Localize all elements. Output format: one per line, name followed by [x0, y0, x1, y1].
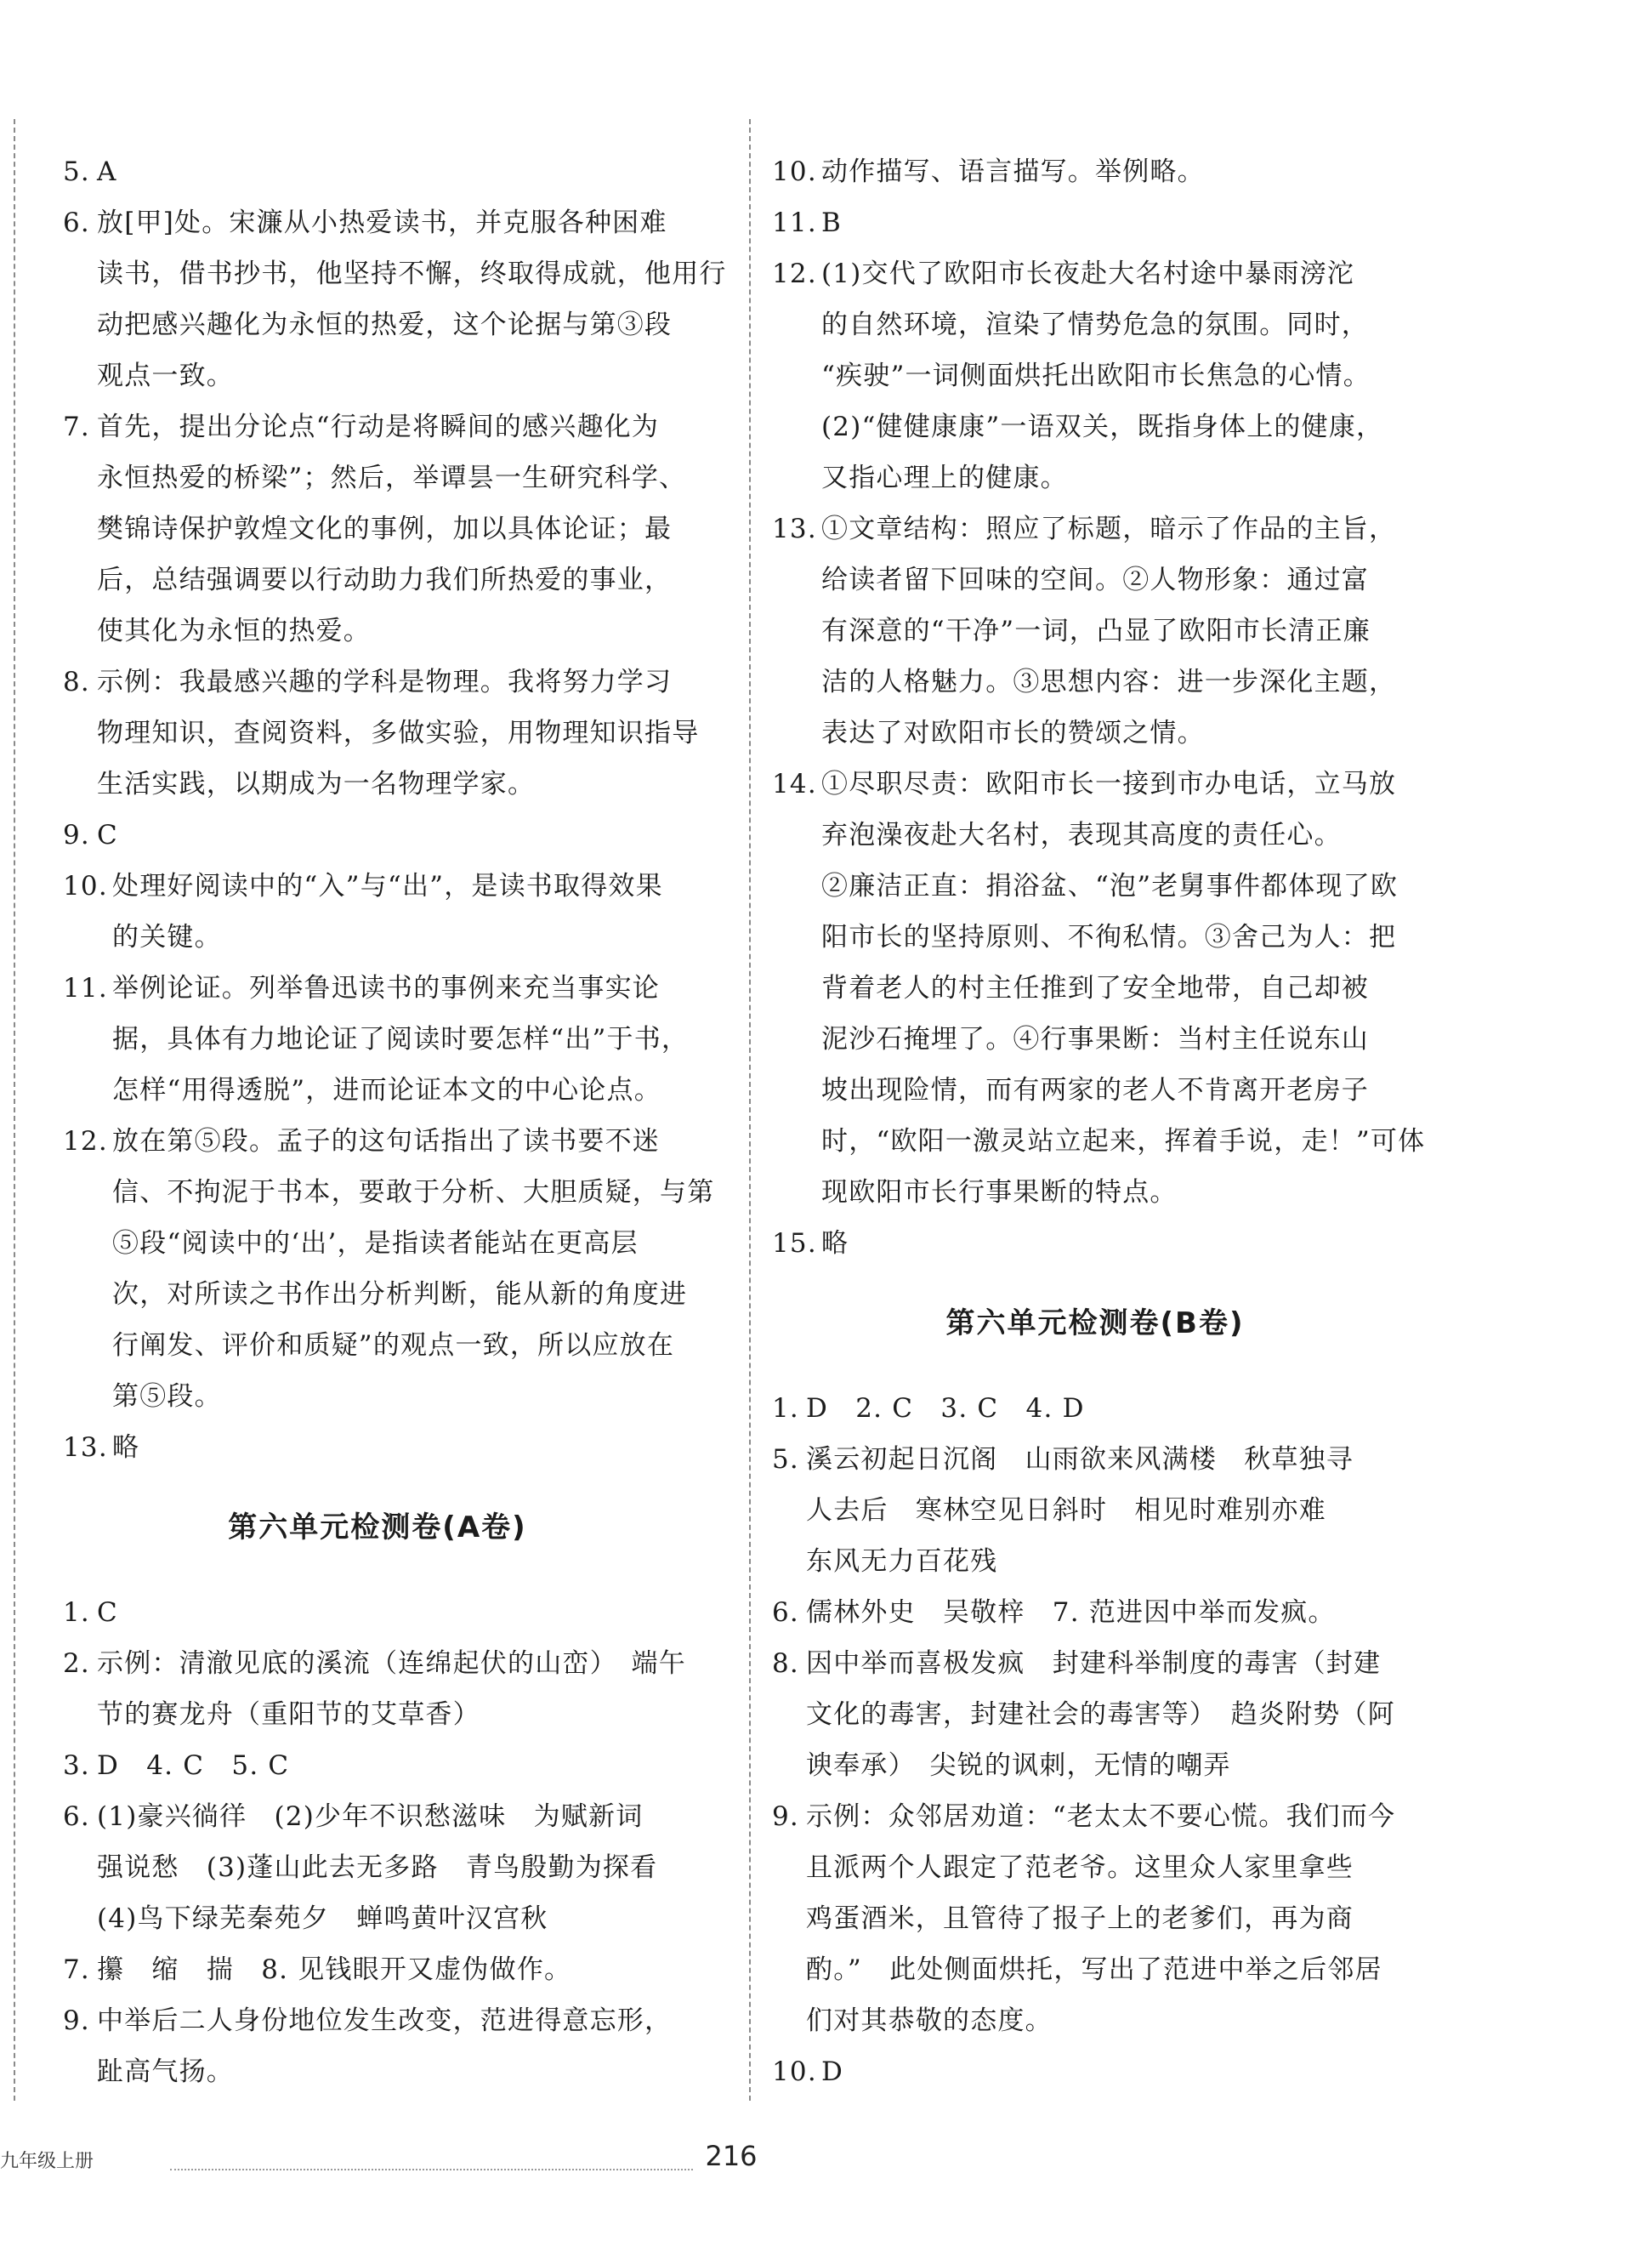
- answer-number: 6.: [63, 1801, 90, 1832]
- answer-line: 永恒热爱的桥梁”；然后，举谭昙一生研究科学、: [97, 463, 687, 493]
- answer-number: 12.: [63, 1126, 108, 1157]
- answer-line: 强说愁 (3)蓬山此去无多路 青鸟殷勤为探看: [97, 1852, 658, 1883]
- answer-line: C: [97, 820, 118, 850]
- answer-item: [772, 1434, 1418, 1587]
- answer-line: 次，对所读之书作出分析判断，能从新的角度进: [112, 1279, 688, 1310]
- answer-text: [97, 1791, 692, 1944]
- answer-item: [772, 1218, 1418, 1269]
- answer-text: [112, 861, 692, 963]
- answer-item: [772, 1383, 1418, 1434]
- answer-line: (1)豪兴徜徉 (2)少年不识愁滋味 为赋新词: [97, 1801, 644, 1832]
- answer-item: [63, 1638, 692, 1740]
- answer-line: 使其化为永恒的热爱。: [97, 616, 371, 646]
- answer-line: 坡出现险情，而有两家的老人不肯离开老房子: [821, 1075, 1369, 1106]
- answer-line: 东风无力百花残: [806, 1546, 998, 1577]
- answer-line: 儒林外史 吴敬梓 7. 范进因中举而发疯。: [806, 1597, 1336, 1628]
- answer-line: B: [821, 208, 842, 238]
- answer-line: 且派两个人跟定了范老爷。这里众人家里拿些: [806, 1852, 1354, 1883]
- answer-number: 12.: [772, 259, 817, 289]
- answer-number: 13.: [772, 514, 817, 544]
- answer-line: 有深意的“干净”一词，凸显了欧阳市长清正廉: [821, 616, 1371, 646]
- answer-item: [63, 810, 692, 861]
- answer-line: 略: [821, 1228, 849, 1259]
- left-column: [63, 146, 727, 2097]
- answer-line: 据，具体有力地论证了阅读时要怎样“出”于书，: [112, 1024, 690, 1055]
- answer-item: [63, 963, 692, 1116]
- answer-number: 1.: [772, 1393, 799, 1424]
- answer-item: [772, 759, 1426, 1218]
- answer-number: 8.: [63, 667, 90, 697]
- answer-item: [772, 1587, 1418, 1638]
- answer-item: [772, 146, 1418, 197]
- section-title-a: 第六单元检测卷(A卷): [228, 1510, 527, 1544]
- answer-item: [772, 197, 1418, 248]
- answer-line: (4)鸟下绿芜秦苑夕 蝉鸣黄叶汉宫秋: [97, 1903, 548, 1934]
- answer-number: 5.: [772, 1444, 799, 1475]
- answer-item: [63, 1422, 692, 1473]
- answer-text: [821, 2046, 1418, 2097]
- answer-line: D: [821, 2056, 844, 2087]
- answer-number: 14.: [772, 769, 817, 799]
- answer-line: ①尽职尽责：欧阳市长一接到市办电话，立马放: [821, 769, 1397, 799]
- answer-line: 酌。” 此处侧面烘托，写出了范进中举之后邻居: [806, 1954, 1382, 1985]
- answer-item: [63, 1944, 692, 1995]
- answer-line: 洁的人格魅力。③思想内容：进一步深化主题，: [821, 667, 1397, 697]
- answer-line: “疾驶”一词侧面烘托出欧阳市长焦急的心情。: [821, 361, 1371, 391]
- answer-line: 现欧阳市长行事果断的特点。: [821, 1177, 1178, 1208]
- answer-line: 攥 缩 揣 8. 见钱眼开又虚伪做作。: [97, 1954, 572, 1985]
- answer-line: 们对其恭敬的态度。: [806, 2005, 1053, 2036]
- answer-line: 后，总结强调要以行动助力我们所热爱的事业，: [97, 565, 673, 595]
- answer-text: [821, 197, 1418, 248]
- answer-line: 生活实践，以期成为一名物理学家。: [97, 769, 536, 799]
- answer-item: [63, 1116, 715, 1422]
- answer-line: ②廉洁正直：捐浴盆、“泡”老舅事件都体现了欧: [821, 871, 1399, 902]
- answer-number: 10.: [63, 871, 108, 902]
- answer-line: 弃泡澡夜赴大名村，表现其高度的责任心。: [821, 820, 1342, 850]
- answer-number: 6.: [63, 208, 90, 238]
- answer-text: [97, 146, 692, 197]
- answer-number: 9.: [772, 1801, 799, 1832]
- answer-line: 放[甲]处。宋濂从小热爱读书，并克服各种困难: [97, 208, 667, 238]
- right-column: [772, 146, 1426, 2097]
- answer-line: 人去后 寒林空见日斜时 相见时难别亦难: [806, 1495, 1326, 1526]
- answer-line: 举例论证。列举鲁迅读书的事例来充当事实论: [112, 973, 660, 1004]
- answer-line: 的自然环境，渲染了情势危急的氛围。同时，: [821, 310, 1369, 340]
- answer-item: [63, 197, 727, 401]
- answer-text: [821, 1218, 1418, 1269]
- answer-text: [97, 1587, 692, 1638]
- answer-line: (2)“健健康康”一语双关，既指身体上的健康，: [821, 412, 1384, 442]
- answer-line: 樊锦诗保护敦煌文化的事例，加以具体论证；最: [97, 514, 673, 544]
- answer-number: 11.: [772, 208, 817, 238]
- answer-line: 首先，提出分论点“行动是将瞬间的感兴趣化为: [97, 412, 660, 442]
- answer-item: [63, 1740, 692, 1791]
- answer-line: 动作描写、语言描写。举例略。: [821, 156, 1205, 187]
- answer-number: 11.: [63, 973, 108, 1004]
- answer-line: 中举后二人身份地位发生改变，范进得意忘形，: [97, 2005, 673, 2036]
- answer-line: 的关键。: [112, 922, 222, 953]
- page-number: 216: [705, 2140, 758, 2172]
- answer-number: 9.: [63, 820, 90, 850]
- right-answers-block: [772, 146, 1426, 1269]
- answer-line: 又指心理上的健康。: [821, 463, 1068, 493]
- answer-line: ⑤段“阅读中的‘出’，是指读者能站在更高层: [112, 1228, 639, 1259]
- answer-number: 7.: [63, 412, 90, 442]
- answer-text: [97, 1995, 692, 2097]
- answer-text: [806, 1791, 1418, 2046]
- answer-item: [772, 503, 1418, 759]
- answer-line: 背着老人的村主任推到了安全地带，自己却被: [821, 973, 1369, 1004]
- answer-line: 行阐发、评价和质疑”的观点一致，所以应放在: [112, 1330, 675, 1361]
- answer-number: 1.: [63, 1597, 90, 1628]
- answer-line: 文化的毒害，封建社会的毒害等） 趋炎附势（阿: [806, 1699, 1395, 1730]
- answer-item: [772, 1791, 1418, 2046]
- answer-item: [772, 2046, 1418, 2097]
- answer-line: A: [97, 156, 117, 187]
- answer-text: [821, 503, 1418, 759]
- answer-line: 因中举而喜极发疯 封建科举制度的毒害（封建: [806, 1648, 1382, 1679]
- section-title-b: 第六单元检测卷(B卷): [945, 1306, 1245, 1340]
- answer-text: [97, 1638, 692, 1740]
- answer-line: C: [97, 1597, 118, 1628]
- answer-text: [806, 1434, 1418, 1587]
- binding-dashed-line-left: [14, 119, 15, 2101]
- answer-line: 给读者留下回味的空间。②人物形象：通过富: [821, 565, 1369, 595]
- answer-item: [63, 1791, 692, 1944]
- left-answers-block: [63, 146, 727, 1473]
- answer-item: [772, 248, 1418, 503]
- answer-text: [97, 1740, 692, 1791]
- answer-number: 2.: [63, 1648, 90, 1679]
- answer-line: 泥沙石掩埋了。④行事果断：当村主任说东山: [821, 1024, 1369, 1055]
- answer-line: 示例：清澈见底的溪流（连绵起伏的山峦） 端午: [97, 1648, 686, 1679]
- answer-text: [112, 1116, 715, 1422]
- answer-line: 时，“欧阳一激灵站立起来，挥着手说，走！”可体: [821, 1126, 1426, 1157]
- answer-line: D 2. C 3. C 4. D: [806, 1393, 1085, 1424]
- answer-line: 怎样“用得透脱”，进而论证本文的中心论点。: [112, 1075, 661, 1106]
- answer-line: (1)交代了欧阳市长夜赴大名村途中暴雨滂沱: [821, 259, 1355, 289]
- answer-text: [97, 810, 692, 861]
- footer-dotted-rule: [170, 2169, 693, 2170]
- answer-number: 7.: [63, 1954, 90, 1985]
- answer-text: [821, 759, 1426, 1218]
- answer-number: 15.: [772, 1228, 817, 1259]
- answer-line: 读书，借书抄书，他坚持不懈，终取得成就，他用行: [97, 259, 727, 289]
- answer-number: 9.: [63, 2005, 90, 2036]
- answer-number: 10.: [772, 2056, 817, 2087]
- answer-text: [806, 1638, 1418, 1791]
- answer-text: [112, 1422, 692, 1473]
- answer-line: 处理好阅读中的“入”与“出”，是读书取得效果: [112, 871, 663, 902]
- answer-line: 物理知识，查阅资料，多做实验，用物理知识指导: [97, 718, 700, 748]
- answer-text: [821, 146, 1418, 197]
- answer-text: [97, 197, 727, 401]
- answer-line: D 4. C 5. C: [97, 1750, 290, 1781]
- answer-line: 表达了对欧阳市长的赞颂之情。: [821, 718, 1205, 748]
- answer-text: [806, 1383, 1418, 1434]
- answer-line: 观点一致。: [97, 361, 234, 391]
- answer-text: [97, 657, 700, 810]
- answer-line: 动把感兴趣化为永恒的热爱，这个论据与第③段: [97, 310, 673, 340]
- answer-number: 6.: [772, 1597, 799, 1628]
- answer-item: [63, 401, 692, 657]
- answer-number: 8.: [772, 1648, 799, 1679]
- answer-line: 示例：众邻居劝道：“老太太不要心慌。我们而今: [806, 1801, 1396, 1832]
- footer-grade-label: 九年级上册: [0, 2151, 94, 2172]
- answer-item: [772, 1638, 1418, 1791]
- answer-item: [63, 657, 700, 810]
- answer-item: [63, 146, 692, 197]
- answer-number: 13.: [63, 1432, 108, 1463]
- answer-line: ①文章结构：照应了标题，暗示了作品的主旨，: [821, 514, 1397, 544]
- answer-text: [97, 1944, 692, 1995]
- answer-line: 鸡蛋酒米，且管待了报子上的老爹们，再为商: [806, 1903, 1354, 1934]
- answer-line: 阳市长的坚持原则、不徇私情。③舍己为人：把: [821, 922, 1397, 953]
- answer-number: 3.: [63, 1750, 90, 1781]
- answer-text: [97, 401, 692, 657]
- answer-line: 节的赛龙舟（重阳节的艾草香）: [97, 1699, 480, 1730]
- answer-text: [821, 248, 1418, 503]
- unit6-b-answers-block: [772, 1383, 1418, 2097]
- answer-line: 第⑤段。: [112, 1381, 222, 1412]
- answer-number: 5.: [63, 156, 90, 187]
- answer-text: [806, 1587, 1418, 1638]
- answer-item: [63, 1995, 692, 2097]
- answer-line: 谀奉承） 尖锐的讽刺，无情的嘲弄: [806, 1750, 1231, 1781]
- answer-line: 略: [112, 1432, 140, 1463]
- answer-item: [63, 861, 692, 963]
- answer-line: 趾高气扬。: [97, 2056, 234, 2087]
- answer-number: 10.: [772, 156, 817, 187]
- answer-line: 溪云初起日沉阁 山雨欲来风满楼 秋草独寻: [806, 1444, 1354, 1475]
- answer-text: [112, 963, 692, 1116]
- column-divider-dashed-line: [749, 119, 751, 2101]
- unit6-a-answers-block: [63, 1587, 692, 2097]
- answer-line: 信、不拘泥于书本，要敢于分析、大胆质疑，与第: [112, 1177, 715, 1208]
- answer-line: 示例：我最感兴趣的学科是物理。我将努力学习: [97, 667, 673, 697]
- answer-line: 放在第⑤段。孟子的这句话指出了读书要不迷: [112, 1126, 660, 1157]
- answer-item: [63, 1587, 692, 1638]
